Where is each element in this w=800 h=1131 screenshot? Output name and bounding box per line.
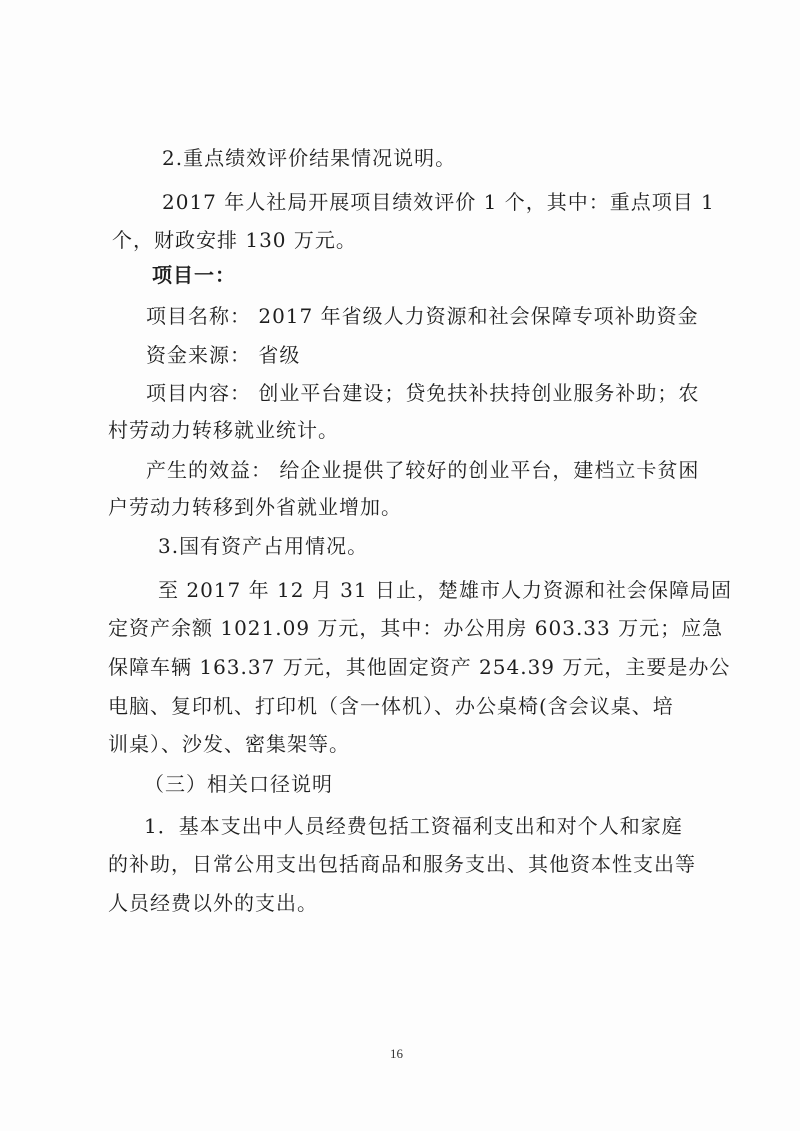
- paragraph-line: 村劳动力转移就业统计。: [108, 418, 339, 442]
- paragraph-line: 1．基本支出中人员经费包括工资福利支出和对个人和家庭: [144, 814, 683, 838]
- paragraph-line: 电脑、复印机、打印机（含一体机）、办公桌椅(含会议桌、培: [108, 694, 674, 718]
- section-heading-performance-results: 2.重点绩效评价结果情况说明。: [162, 146, 457, 170]
- paragraph-line: 至 2017 年 12 月 31 日止，楚雄市人力资源和社会保障局固: [158, 578, 732, 602]
- project-heading: 项目一：: [152, 263, 236, 287]
- benefit-line: 产生的效益： 给企业提供了较好的创业平台，建档立卡贫困: [146, 458, 700, 482]
- paragraph-line: 的补助，日常公用支出包括商品和服务支出、其他资本性支出等: [108, 852, 696, 876]
- paragraph-line: 保障车辆 163.37 万元，其他固定资产 254.39 万元，主要是办公: [108, 655, 731, 679]
- paragraph-line: 2017 年人社局开展项目绩效评价 1 个，其中：重点项目 1: [162, 190, 715, 214]
- paragraph-line: 定资产余额 1021.09 万元，其中：办公用房 603.33 万元；应急: [108, 616, 724, 640]
- paragraph-line: 人员经费以外的支出。: [108, 891, 318, 915]
- project-name-line: 项目名称： 2017 年省级人力资源和社会保障专项补助资金: [146, 304, 699, 328]
- paragraph-line: 个，财政安排 130 万元。: [112, 228, 357, 252]
- paragraph-line: 户劳动力转移到外省就业增加。: [108, 495, 402, 519]
- project-content-line: 项目内容： 创业平台建设；贷免扶补扶持创业服务补助；农: [146, 381, 700, 405]
- section-heading-state-assets: 3.国有资产占用情况。: [158, 534, 369, 558]
- paragraph-line: 训桌）、沙发、密集架等。: [108, 732, 350, 756]
- page-number: 16: [390, 1046, 403, 1061]
- section-heading-scope-notes: （三）相关口径说明: [144, 772, 333, 796]
- fund-source-line: 资金来源： 省级: [146, 343, 301, 367]
